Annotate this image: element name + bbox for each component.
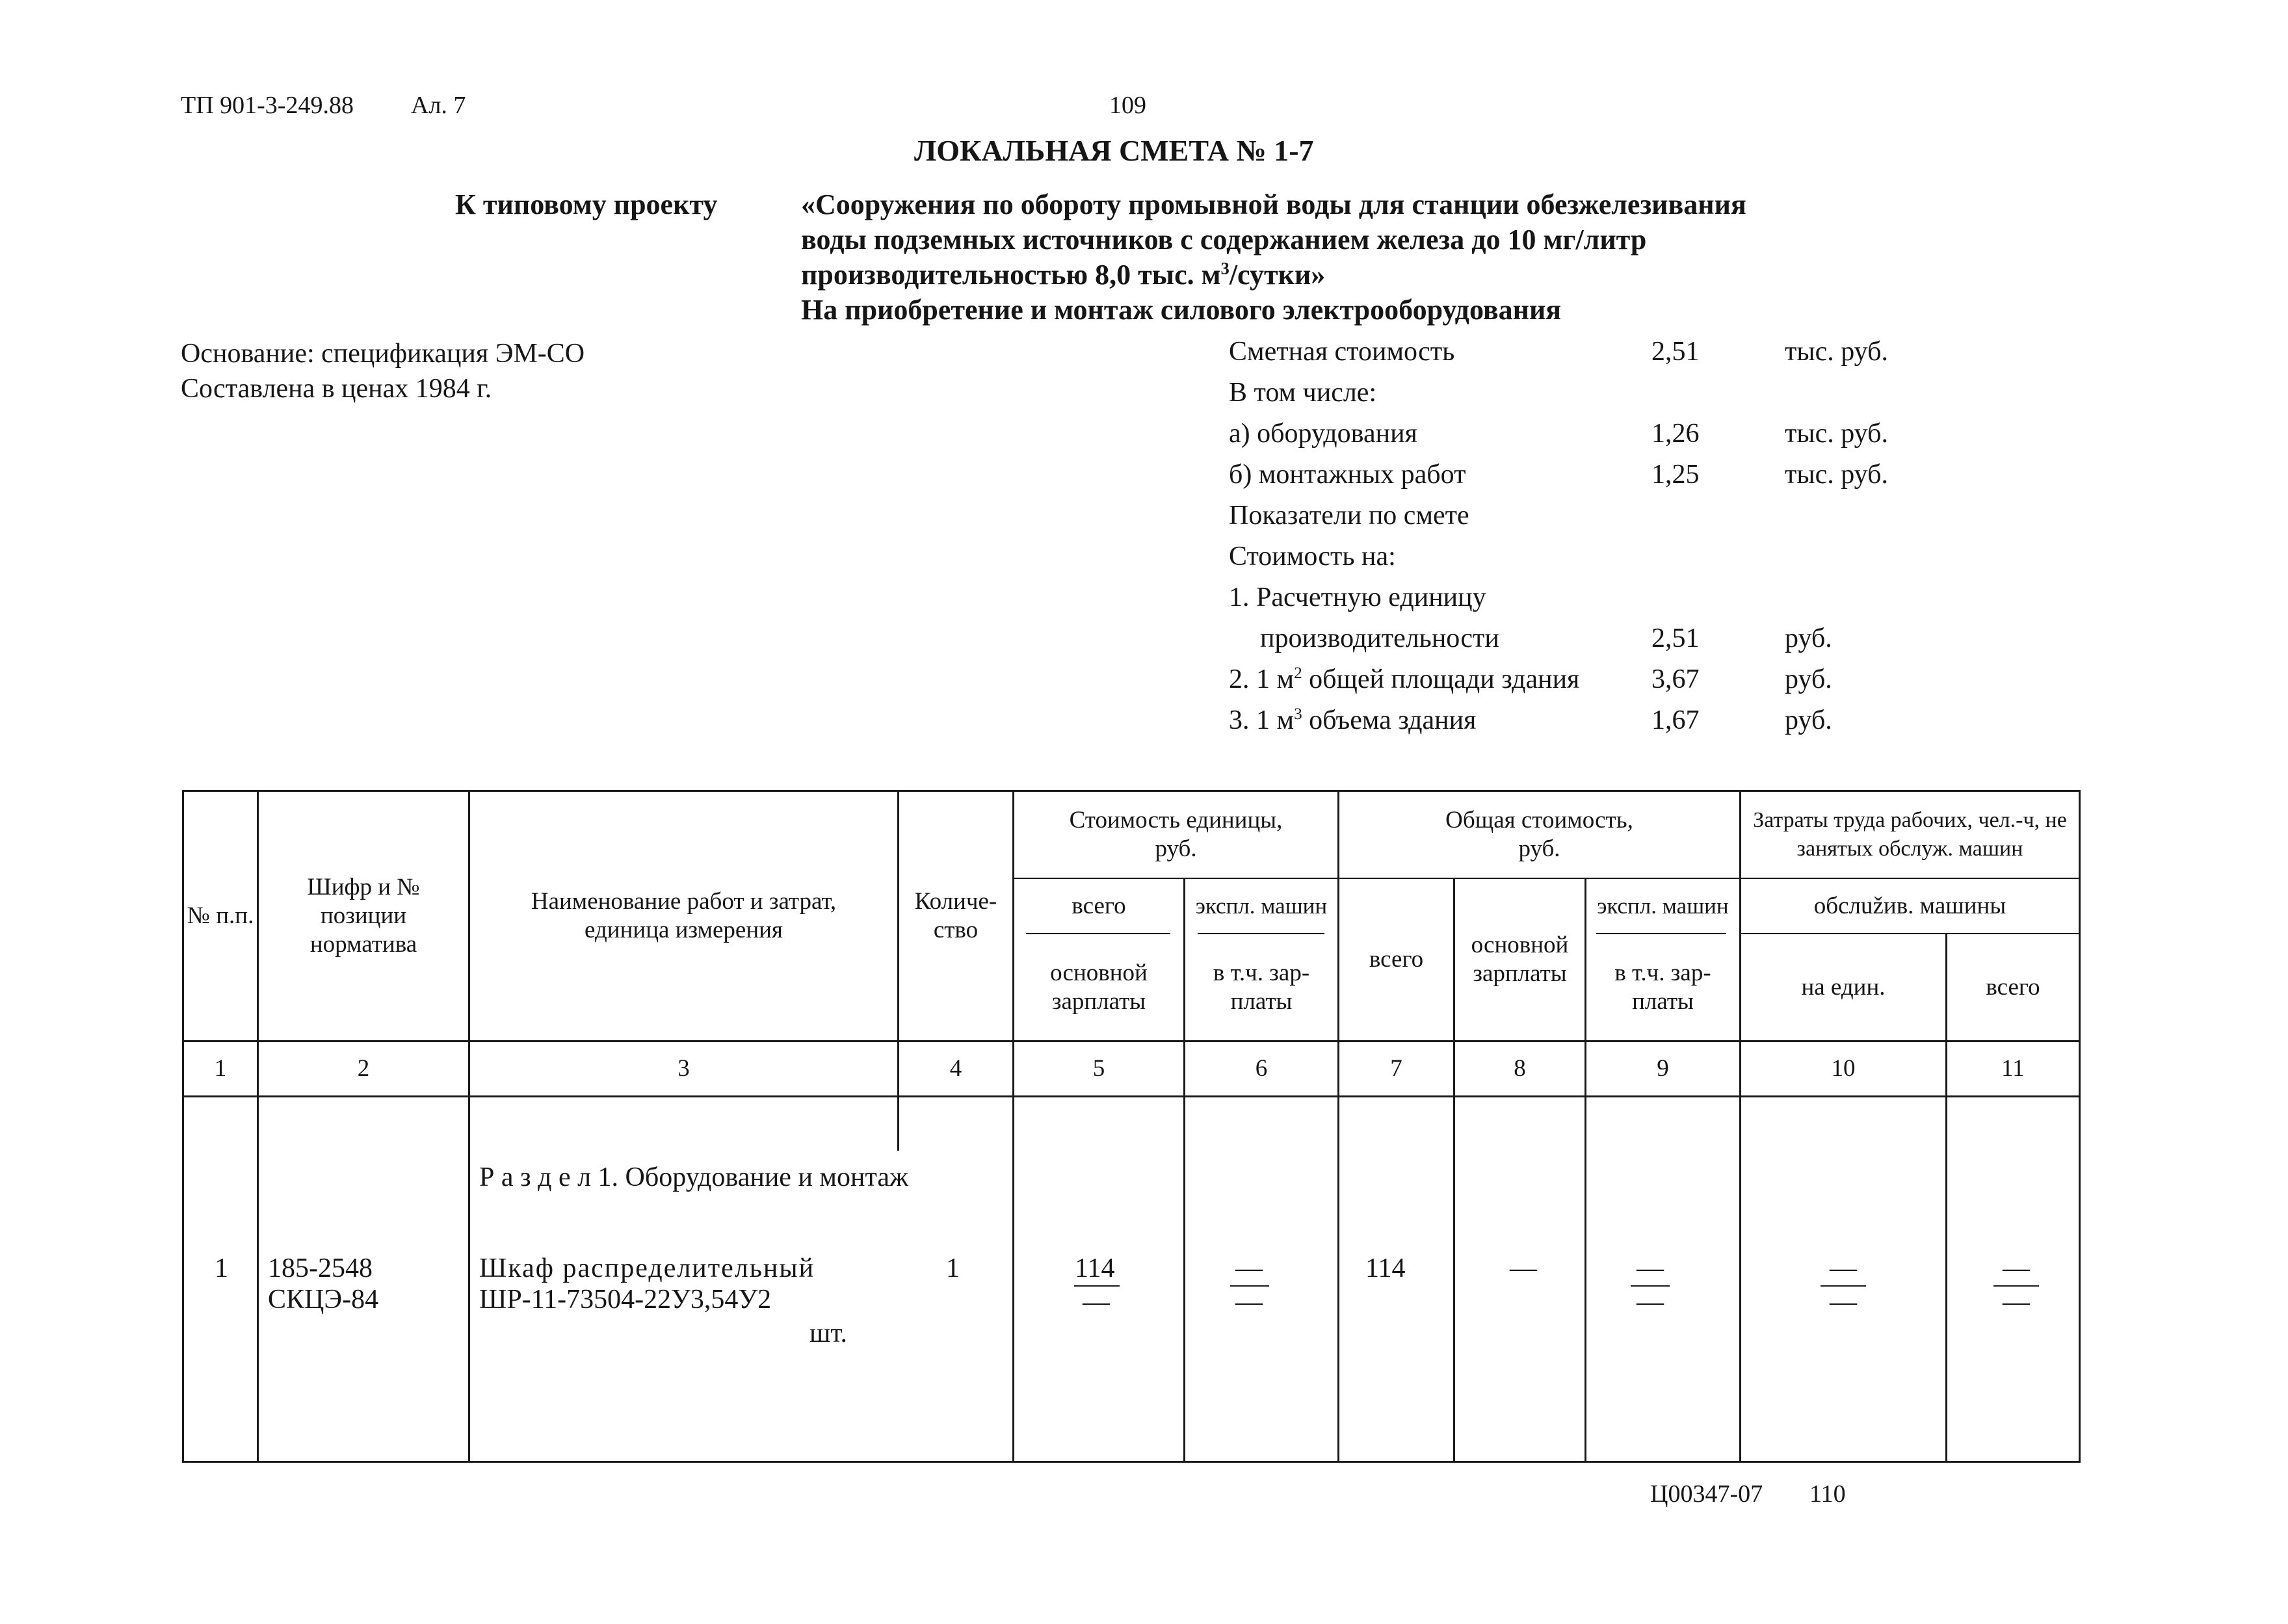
row-code-1: 185-2548 — [268, 1253, 373, 1283]
cost-value: 2,51 — [1651, 337, 1700, 367]
page-number: 109 — [1109, 92, 1146, 119]
colnum-10: 10 — [1831, 1055, 1856, 1082]
unit1-label-a: 1. Расчетную единицу — [1229, 583, 1486, 612]
row-total-machine: — — [1637, 1253, 1664, 1283]
colnum-1: 1 — [214, 1055, 227, 1082]
row-qty: 1 — [946, 1253, 960, 1283]
mounting-unit: тыс. руб. — [1785, 460, 1888, 490]
row-unit: шт. — [809, 1318, 848, 1348]
basis-line-2: Составлена в ценах 1984 г. — [181, 374, 492, 404]
colnum-11: 11 — [2001, 1055, 2025, 1082]
document-code: ТП 901-3-249.88 — [181, 92, 354, 119]
footer-page: 110 — [1809, 1480, 1846, 1508]
mounting-label: б) монтажных работ — [1229, 460, 1466, 490]
section-title: Р а з д е л 1. Оборудование и монтаж — [479, 1162, 909, 1192]
footer-code: Ц00347-07 — [1650, 1480, 1763, 1508]
header-per-unit: на един. — [1801, 973, 1886, 1001]
header-unit-machine: экспл. машин — [1195, 893, 1328, 919]
colnum-9: 9 — [1657, 1055, 1669, 1082]
row-total-machine-incl: — — [1637, 1287, 1664, 1317]
header-name: Наименование работ и затрат, единица измерения — [531, 888, 837, 943]
header-total-all: всего — [1369, 946, 1424, 973]
row-total-all: 114 — [1365, 1253, 1406, 1283]
row-labor-total-b: — — [2003, 1287, 2030, 1317]
estimate-table — [182, 790, 2081, 1463]
row-labor-total-a: — — [2003, 1253, 2030, 1283]
colnum-6: 6 — [1255, 1055, 1268, 1082]
cost-label: Сметная стоимость — [1229, 337, 1455, 367]
header-total-machine: экспл. машин — [1597, 893, 1729, 919]
unit1-value: 2,51 — [1651, 623, 1700, 653]
cost-unit: тыс. руб. — [1785, 337, 1888, 367]
header-code: Шифр и № позиции норматива — [307, 874, 420, 958]
col-sep-3b — [897, 1099, 899, 1151]
basis-line-1: Основание: спецификация ЭМ-СО — [181, 339, 585, 369]
row-machine: — — [1235, 1253, 1263, 1283]
colnum-3: 3 — [677, 1055, 690, 1082]
unit3-unit: руб. — [1785, 705, 1832, 735]
colnum-4: 4 — [949, 1055, 962, 1082]
row-name-1: Шкаф распределительный — [479, 1253, 815, 1283]
including-label: В том числе: — [1229, 378, 1377, 408]
header-total-cost: Общая стоимость, руб. — [1445, 807, 1633, 862]
row-sep-numbers — [182, 1095, 2081, 1097]
row-name-2: ШР-11-73504-22У3,54У2 — [479, 1285, 772, 1315]
unit2-value: 3,67 — [1651, 664, 1700, 694]
header-unit-all: всего — [1072, 892, 1126, 919]
row-labor-per-unit-a: — — [1830, 1253, 1857, 1283]
colnum-7: 7 — [1390, 1055, 1402, 1082]
header-labor: Затраты труда рабочих, чел.-ч, не занятых обслуж. машин — [1753, 808, 2067, 861]
colnum-5: 5 — [1092, 1055, 1105, 1082]
table-border-bottom — [182, 1461, 2081, 1463]
unit3-value: 1,67 — [1651, 705, 1700, 735]
project-line-2: воды подземных источников с содержанием железа до 10 мг/литр — [801, 224, 1647, 255]
unit2-label: 2. 1 $м^2$ общей площади здания — [1229, 664, 1580, 694]
header-qty: Количе- ство — [914, 888, 997, 943]
project-label: К типовому проекту — [455, 189, 718, 220]
header-serving-machines: обслužив. машины — [1813, 892, 2006, 919]
estimate-title: ЛОКАЛЬНАЯ СМЕТА № 1-7 — [914, 134, 1314, 167]
header-unit-base-salary: основной зарплаты — [1050, 959, 1148, 1015]
equipment-label: а) оборудования — [1229, 419, 1417, 449]
unit1-label-b: производительности — [1260, 623, 1499, 653]
mounting-value: 1,25 — [1651, 460, 1700, 490]
row-unit-cost-base: — — [1083, 1287, 1110, 1317]
row-unit-cost-all: 114 — [1075, 1253, 1115, 1283]
row-machine-incl: — — [1235, 1287, 1263, 1317]
header-labor-total: всего — [1986, 973, 2040, 1001]
unit1-unit: руб. — [1785, 623, 1832, 653]
header-unit-cost: Стоимость единицы, руб. — [1069, 807, 1283, 862]
row-labor-per-unit-b: — — [1830, 1287, 1857, 1317]
header-unit-incl-salary: в т.ч. зар- платы — [1213, 959, 1310, 1015]
row-num: 1 — [215, 1253, 228, 1283]
header-total-base-salary: основной зарплаты — [1471, 932, 1569, 987]
unit3-label: 3. 1 $м^3$ объема здания — [1229, 705, 1477, 735]
equipment-unit: тыс. руб. — [1785, 419, 1888, 449]
colnum-2: 2 — [357, 1055, 370, 1082]
project-line-3: производительностью 8,0 тыс. $м^3$/сутки» — [801, 258, 1326, 291]
project-line-4: На приобретение и монтаж силового электрооборудования — [801, 294, 1562, 326]
row-total-base: — — [1510, 1253, 1537, 1283]
indicators-label: Показатели по смете — [1229, 501, 1469, 530]
unit2-unit: руб. — [1785, 664, 1832, 694]
equipment-value: 1,26 — [1651, 419, 1700, 449]
table-border-right — [2079, 790, 2081, 1463]
cost-on-label: Стоимость на: — [1229, 542, 1396, 571]
album-number: Ал. 7 — [411, 92, 466, 119]
header-num: № п.п. — [187, 902, 254, 929]
colnum-8: 8 — [1514, 1055, 1526, 1082]
row-code-2: СКЦЭ-84 — [268, 1285, 379, 1315]
header-total-incl-salary: в т.ч. зар- платы — [1614, 959, 1711, 1015]
project-line-1: «Сооружения по обороту промывной воды для станции обезжелезивания — [801, 189, 1746, 220]
